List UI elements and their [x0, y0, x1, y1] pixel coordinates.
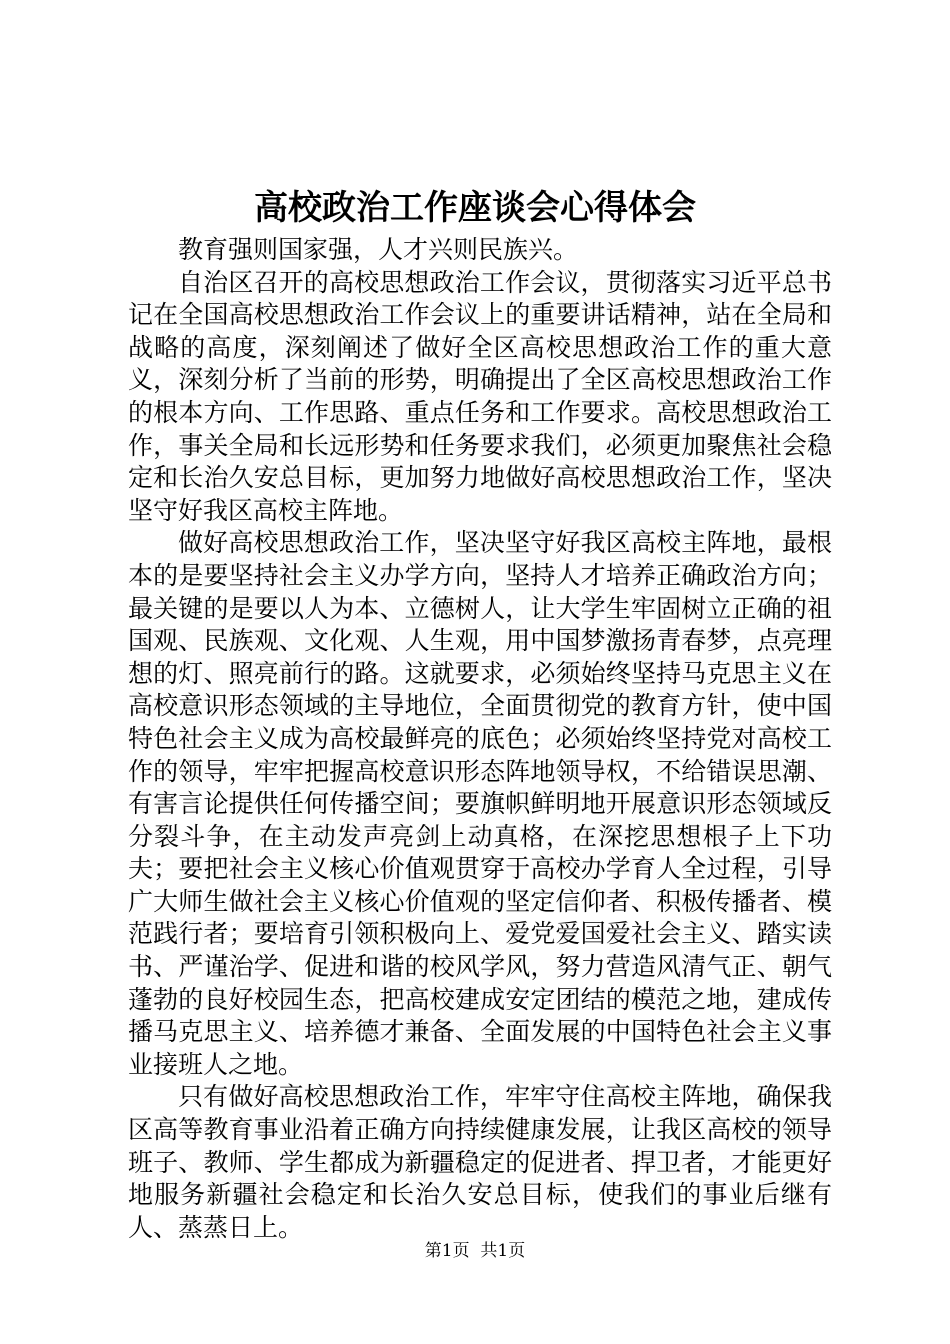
document-body: [128, 234, 832, 1244]
document-title: 高校政治工作座谈会心得体会: [254, 188, 696, 228]
paragraph-1: 教育强则国家强，人才兴则民族兴。: [178, 235, 579, 264]
page-number-label: 第1页 共1页: [424, 1241, 526, 1261]
page-footer: [0, 1240, 950, 1262]
paragraph-3: 做好高校思想政治工作，坚决坚守好我区高校主阵地，最根本的是要坚持社会主义办学方向，坚持人才培养正确政治方向；最关键的是要以人为本、立德树人，让大学生牢固树立正确的祖国观、民族观、文化观、人生观，用中国梦激扬青春梦，点亮理想的灯、照亮前行的路。这就要求，必须始终坚持马克思主义在高校意识形态领域的主导地位，全面贯彻党的教育方针，使中国特色社会主义成为高校最鲜亮的底色；必须始终坚持党对高校工作的领导，牢牢把握高校意识形态阵地领导权，不给错误思潮、有害言论提供任何传播空间；要旗帜鲜明地开展意识形态领域反分裂斗争，在主动发声亮剑上动真格，在深挖思想根子上下功夫；要把社会主义核心价值观贯穿于高校办学育人全过程，引导广大师生做社会主义核心价值观的坚定信仰者、积极传播者、模范践行者；要培育引领积极向上、爱党爱国爱社会主义、踏实读书、严谨治学、促进和谐的校风学风，努力营造风清气正、朝气蓬勃的良好校园生态，把高校建成安定团结的模范之地，建成传播马克思主义、培养德才兼备、全面发展的中国特色社会主义事业接班人之地。: [128, 528, 832, 1079]
paragraph-4: 只有做好高校思想政治工作，牢牢守住高校主阵地，确保我区高等教育事业沿着正确方向持续健康发展，让我区高校的领导班子、教师、学生都成为新疆稳定的促进者、捍卫者，才能更好地服务新疆社会稳定和长治久安总目标，使我们的事业后继有人、蒸蒸日上。: [128, 1082, 832, 1242]
paragraph-2: 自治区召开的高校思想政治工作会议，贯彻落实习近平总书记在全国高校思想政治工作会议上的重要讲话精神，站在全局和战略的高度，深刻阐述了做好全区高校思想政治工作的重大意义，深刻分析了当前的形势，明确提出了全区高校思想政治工作的根本方向、工作思路、重点任务和工作要求。高校思想政治工作，事关全局和长远形势和任务要求我们，必须更加聚焦社会稳定和长治久安总目标，更加努力地做好高校思想政治工作，坚决坚守好我区高校主阵地。: [128, 267, 832, 525]
